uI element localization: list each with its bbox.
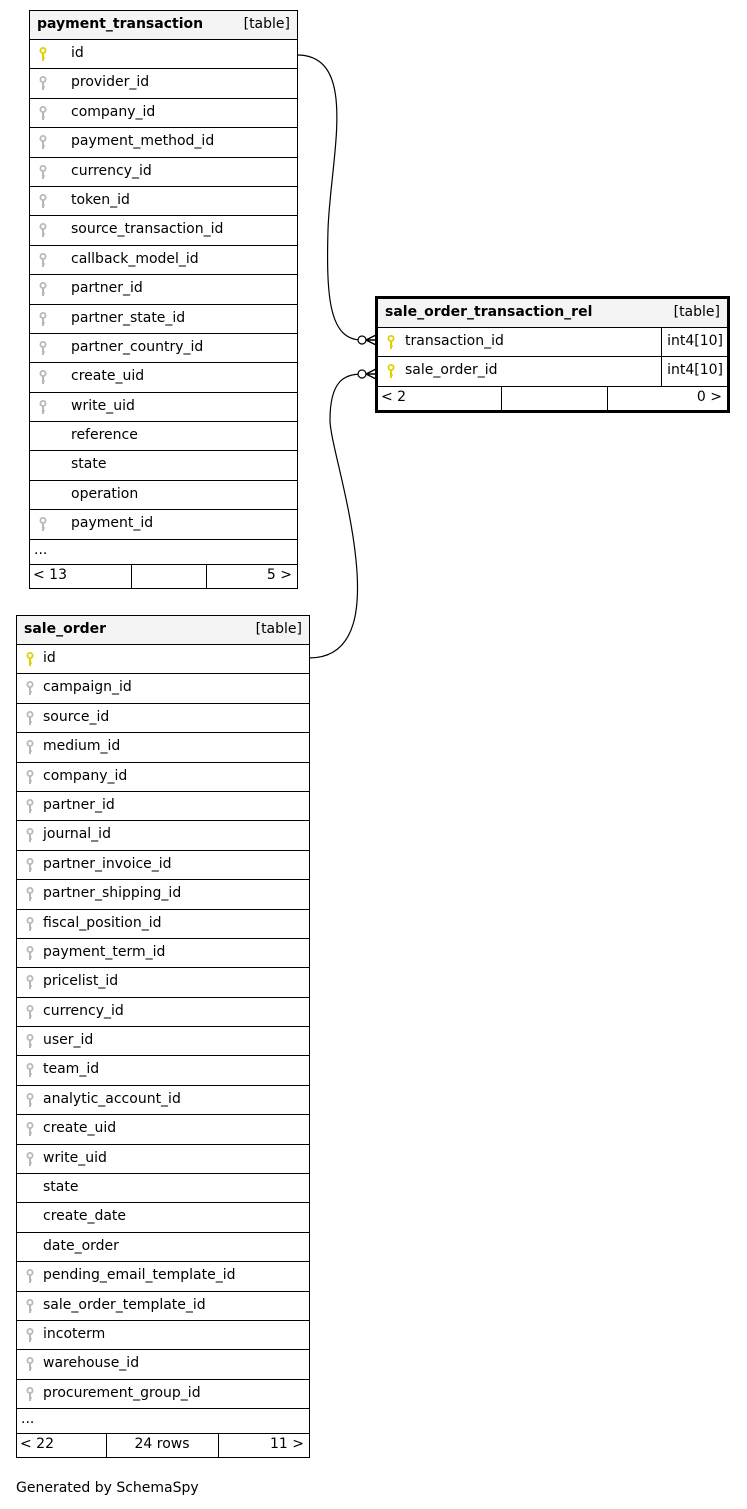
column-name: incoterm	[43, 1325, 106, 1342]
column-name: journal_id	[43, 826, 111, 843]
column-name: sale_order_id	[405, 362, 498, 379]
column-name: reference	[71, 427, 138, 444]
column-row[interactable]	[30, 363, 297, 392]
column-row[interactable]	[378, 328, 727, 357]
ellipsis-text: ...	[21, 1411, 35, 1428]
column-name: state	[71, 456, 107, 473]
column-name: state	[43, 1179, 79, 1196]
column-name: write_uid	[43, 1149, 107, 1166]
foreign-key-icon	[26, 799, 34, 814]
column-name: currency_id	[71, 162, 152, 179]
ellipsis-text: ...	[34, 541, 48, 558]
column-row[interactable]	[17, 1233, 309, 1262]
child-count[interactable]: 11 >	[270, 1436, 304, 1453]
table-sale-order[interactable]	[16, 615, 310, 1458]
primary-key-icon	[387, 364, 395, 379]
column-name: create_uid	[43, 1120, 117, 1137]
column-row[interactable]	[17, 1115, 309, 1144]
table-footer	[17, 1434, 309, 1457]
column-row[interactable]	[17, 1380, 309, 1409]
foreign-key-icon	[26, 1034, 34, 1049]
column-row[interactable]	[17, 1292, 309, 1321]
column-row[interactable]	[30, 275, 297, 304]
more-columns	[30, 540, 297, 565]
column-row[interactable]	[30, 69, 297, 98]
column-row[interactable]	[17, 1056, 309, 1085]
foreign-key-icon	[26, 1005, 34, 1020]
column-row[interactable]	[17, 645, 309, 674]
foreign-key-icon	[26, 887, 34, 902]
column-name: id	[71, 45, 84, 61]
foreign-key-icon	[26, 1063, 34, 1078]
child-count[interactable]: 5 >	[266, 566, 292, 583]
foreign-key-icon	[26, 1357, 34, 1372]
column-name: partner_invoice_id	[43, 855, 172, 872]
foreign-key-icon	[39, 341, 47, 356]
column-row[interactable]	[378, 357, 727, 386]
column-row[interactable]	[17, 998, 309, 1027]
column-row[interactable]	[17, 1027, 309, 1056]
child-count[interactable]: 0 >	[696, 388, 722, 405]
column-row[interactable]	[30, 216, 297, 245]
foreign-key-icon	[39, 194, 47, 209]
column-name: callback_model_id	[71, 250, 199, 267]
column-row[interactable]	[17, 910, 309, 939]
table-name: sale_order	[24, 621, 107, 637]
column-row[interactable]	[30, 187, 297, 216]
column-name: sale_order_template_id	[43, 1296, 206, 1313]
column-row[interactable]	[17, 733, 309, 762]
relationship-line-sale-order	[309, 374, 362, 658]
foreign-key-icon	[39, 165, 47, 180]
parent-count[interactable]: < 13	[33, 566, 67, 583]
column-name: date_order	[43, 1237, 119, 1254]
foreign-key-icon	[26, 770, 34, 785]
foreign-key-icon	[26, 711, 34, 726]
column-name: medium_id	[43, 738, 121, 755]
foreign-key-icon	[26, 1387, 34, 1402]
foreign-key-icon	[26, 917, 34, 932]
column-name: currency_id	[43, 1002, 124, 1019]
column-row[interactable]	[30, 40, 297, 69]
foreign-key-icon	[39, 370, 47, 385]
column-row[interactable]	[17, 792, 309, 821]
foreign-key-icon	[26, 1328, 34, 1343]
foreign-key-icon	[26, 1093, 34, 1108]
column-name: token_id	[71, 191, 130, 208]
foreign-key-icon	[39, 135, 47, 150]
zero-or-many-circle	[358, 336, 366, 344]
column-row[interactable]	[17, 880, 309, 909]
column-row[interactable]	[30, 510, 297, 539]
foreign-key-icon	[26, 1152, 34, 1167]
column-name: create_uid	[71, 368, 145, 385]
table-kind: [table]	[255, 621, 302, 637]
row-count	[501, 387, 607, 410]
column-row[interactable]	[30, 451, 297, 480]
parent-count[interactable]: < 2	[381, 388, 407, 405]
column-row[interactable]	[17, 1262, 309, 1291]
column-row[interactable]	[30, 422, 297, 451]
column-row[interactable]	[17, 1145, 309, 1174]
table-header[interactable]	[17, 616, 309, 645]
foreign-key-icon	[26, 740, 34, 755]
column-name: company_id	[43, 767, 128, 784]
column-name: fiscal_position_id	[43, 914, 162, 931]
column-row[interactable]	[17, 704, 309, 733]
table-header[interactable]	[30, 11, 297, 40]
parent-count[interactable]: < 22	[20, 1436, 54, 1453]
column-row[interactable]	[30, 334, 297, 363]
column-row[interactable]	[17, 1174, 309, 1203]
table-header[interactable]	[378, 299, 727, 328]
table-kind: [table]	[673, 304, 720, 320]
primary-key-icon	[26, 652, 34, 667]
column-name: payment_method_id	[71, 133, 215, 150]
more-columns	[17, 1409, 309, 1434]
column-name: partner_id	[43, 796, 115, 813]
column-row[interactable]	[30, 99, 297, 128]
column-name: user_id	[43, 1032, 94, 1049]
column-name: partner_shipping_id	[43, 885, 182, 902]
column-name: create_date	[43, 1208, 127, 1225]
foreign-key-icon	[26, 946, 34, 961]
column-name: operation	[71, 485, 139, 502]
row-count: 24 rows	[134, 1436, 190, 1453]
column-row[interactable]	[30, 246, 297, 275]
relationship-line-payment-transaction	[297, 55, 362, 340]
column-row[interactable]	[17, 1321, 309, 1350]
column-name: payment_term_id	[43, 943, 166, 960]
row-count	[131, 565, 206, 588]
column-row[interactable]	[30, 305, 297, 334]
foreign-key-icon	[39, 400, 47, 415]
column-name: payment_id	[71, 515, 154, 532]
table-name: sale_order_transaction_rel	[385, 304, 593, 320]
foreign-key-icon	[26, 681, 34, 696]
column-name: procurement_group_id	[43, 1384, 201, 1401]
column-row[interactable]	[17, 674, 309, 703]
foreign-key-icon	[26, 858, 34, 873]
column-row[interactable]	[17, 1350, 309, 1379]
primary-key-icon	[39, 47, 47, 62]
foreign-key-icon	[39, 76, 47, 91]
footer-divider	[206, 565, 207, 588]
column-name: partner_state_id	[71, 309, 186, 326]
column-name: id	[43, 650, 56, 666]
table-kind: [table]	[243, 16, 290, 32]
foreign-key-icon	[39, 312, 47, 327]
foreign-key-icon	[26, 1269, 34, 1284]
foreign-key-icon	[26, 828, 34, 843]
column-row[interactable]	[30, 128, 297, 157]
foreign-key-icon	[39, 106, 47, 121]
foreign-key-icon	[39, 253, 47, 268]
table-name: payment_transaction	[37, 16, 204, 32]
column-name: partner_country_id	[71, 338, 204, 355]
column-name: write_uid	[71, 397, 135, 414]
column-name: partner_id	[71, 280, 143, 297]
column-name: pricelist_id	[43, 973, 119, 990]
column-row[interactable]	[17, 1086, 309, 1115]
column-type: int4[10]	[661, 357, 727, 385]
column-row[interactable]	[30, 158, 297, 187]
column-name: team_id	[43, 1061, 100, 1078]
column-row[interactable]	[17, 851, 309, 880]
column-name: company_id	[71, 103, 156, 120]
foreign-key-icon	[39, 223, 47, 238]
column-name: analytic_account_id	[43, 1090, 181, 1107]
table-payment-transaction[interactable]	[29, 10, 298, 589]
column-name: pending_email_template_id	[43, 1267, 236, 1284]
column-name: warehouse_id	[43, 1355, 140, 1372]
column-row[interactable]	[17, 968, 309, 997]
table-sale-order-transaction-rel[interactable]	[375, 296, 730, 413]
column-name: campaign_id	[43, 679, 132, 696]
column-type: int4[10]	[661, 328, 727, 356]
zero-or-many-circle	[358, 370, 366, 378]
foreign-key-icon	[26, 975, 34, 990]
column-name: source_transaction_id	[71, 221, 224, 238]
generated-by-credit: Generated by SchemaSpy	[16, 1480, 199, 1496]
foreign-key-icon	[39, 517, 47, 532]
column-name: source_id	[43, 708, 110, 725]
table-footer	[30, 565, 297, 588]
column-row[interactable]	[17, 763, 309, 792]
column-row[interactable]	[17, 939, 309, 968]
column-name: provider_id	[71, 74, 150, 91]
foreign-key-icon	[26, 1122, 34, 1137]
column-row[interactable]	[30, 481, 297, 510]
column-row[interactable]	[17, 821, 309, 850]
column-row[interactable]	[17, 1203, 309, 1232]
table-footer	[378, 387, 727, 410]
footer-divider	[218, 1434, 219, 1457]
column-name: transaction_id	[405, 333, 504, 349]
foreign-key-icon	[26, 1299, 34, 1314]
foreign-key-icon	[39, 282, 47, 297]
primary-key-icon	[387, 335, 395, 350]
footer-divider	[607, 387, 608, 410]
column-row[interactable]	[30, 393, 297, 422]
